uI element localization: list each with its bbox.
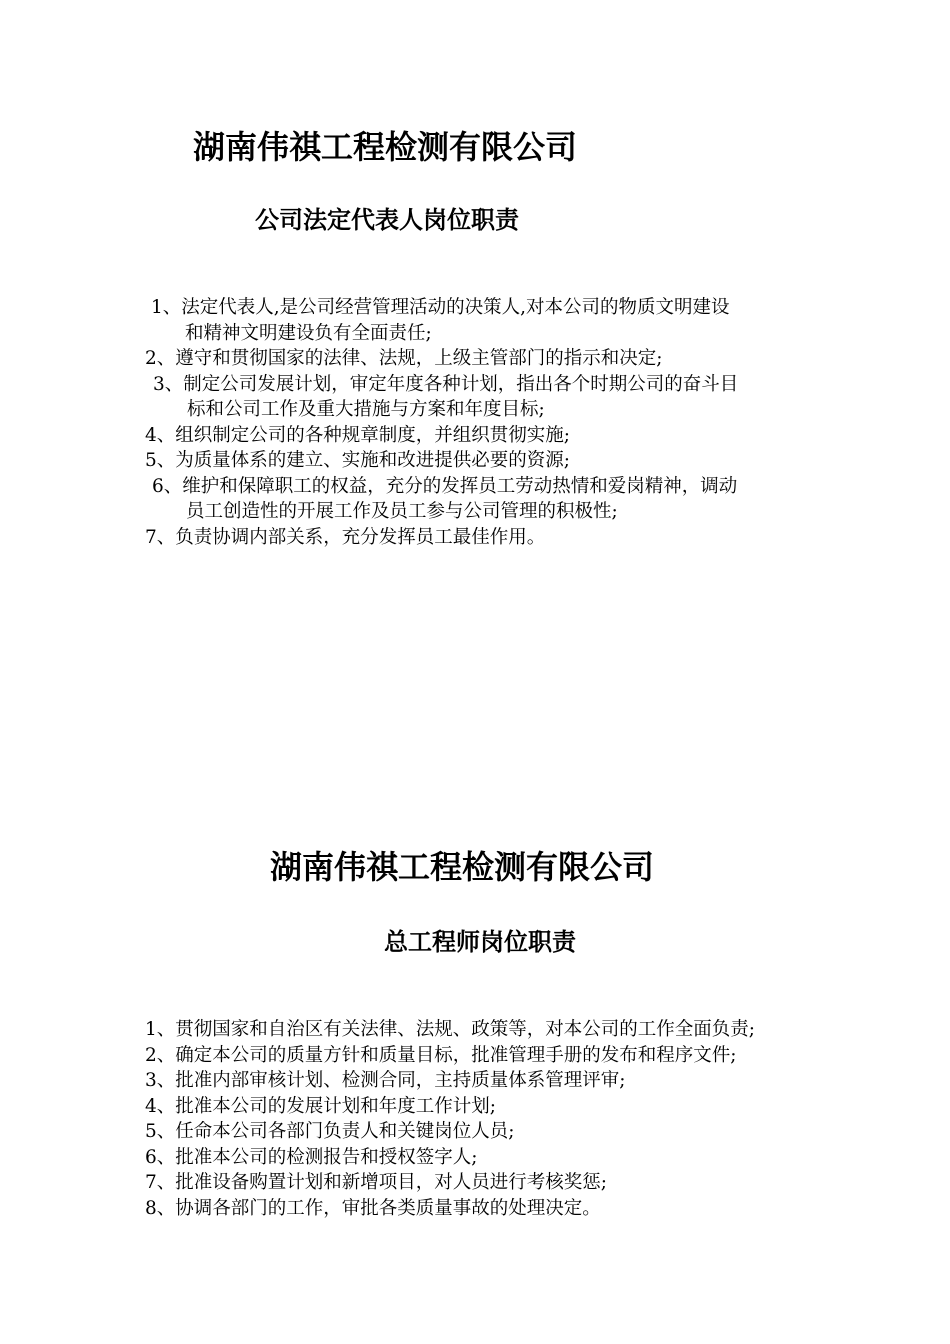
role-title: 公司法定代表人岗位职责 — [255, 206, 519, 234]
duty-text-continued: 和精神文明建设负有全面责任; — [185, 322, 432, 344]
duty-text: 3、制定公司发展计划，审定年度各种计划，指出各个时期公司的奋斗目 — [153, 373, 739, 395]
duty-text: 6、维护和保障职工的权益，充分的发挥员工劳动热情和爱岗精神，调动 — [152, 475, 738, 497]
duty-item: 5、任命本公司各部门负责人和关键岗位人员; — [145, 1121, 515, 1142]
role-title: 总工程师岗位职责 — [384, 928, 576, 956]
duty-list — [145, 295, 738, 550]
duty-item: 2、确定本公司的质量方针和质量目标，批准管理手册的发布和程序文件; — [145, 1044, 737, 1066]
duty-item: 7、批准设备购置计划和新增项目，对人员进行考核奖惩; — [145, 1172, 608, 1193]
duty-text: 1、法定代表人,是公司经营管理活动的决策人,对本公司的物质文明建设 — [151, 297, 730, 318]
duty-text-continued: 标和公司工作及重大措施与方案和年度目标; — [187, 399, 545, 420]
company-title: 湖南伟祺工程检测有限公司 — [193, 128, 578, 166]
duty-item: 6、批准本公司的检测报告和授权签字人; — [145, 1146, 478, 1168]
duty-item: 1、贯彻国家和自治区有关法律、法规、政策等，对本公司的工作全面负责; — [145, 1019, 756, 1040]
duty-item — [145, 448, 738, 474]
duty-item — [145, 372, 738, 423]
duty-text: 4、组织制定公司的各种规章制度，并组织贯彻实施; — [145, 424, 571, 446]
duty-item — [145, 295, 738, 346]
duty-item — [145, 346, 738, 372]
duty-item: 4、批准本公司的发展计划和年度工作计划; — [145, 1095, 497, 1117]
duty-item — [145, 474, 738, 525]
company-title: 湖南伟祺工程检测有限公司 — [270, 848, 655, 886]
duty-text: 7、负责协调内部关系，充分发挥员工最佳作用。 — [145, 526, 546, 548]
duty-item — [145, 525, 738, 551]
duty-text: 2、遵守和贯彻国家的法律、法规，上级主管部门的指示和决定; — [145, 348, 663, 369]
duty-text-continued: 员工创造性的开展工作及员工参与公司管理的积极性; — [186, 501, 618, 522]
duty-list — [145, 1017, 755, 1221]
duty-text: 5、为质量体系的建立、实施和改进提供必要的资源; — [145, 450, 571, 471]
duty-item: 3、批准内部审核计划、检测合同，主持质量体系管理评审; — [145, 1070, 626, 1091]
duty-item: 8、协调各部门的工作，审批各类质量事故的处理决定。 — [145, 1197, 601, 1219]
duty-item — [145, 423, 738, 449]
